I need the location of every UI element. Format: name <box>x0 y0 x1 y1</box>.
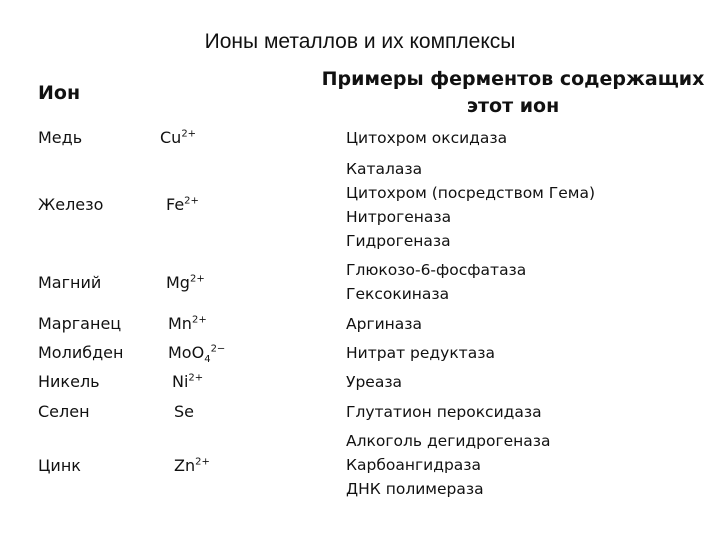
ion-name-magnesium: Магний <box>38 273 102 292</box>
enzyme-list-selenium <box>346 400 542 424</box>
enzyme-item: Уреаза <box>346 373 403 391</box>
ion-name-copper: Медь <box>38 128 83 147</box>
enzyme-item: Алкоголь дегидрогеназа <box>346 432 551 450</box>
enzyme-item: Гидрогеназа <box>346 232 451 250</box>
enzyme-item: Гексокиназа <box>346 285 450 303</box>
ion-name-selenium: Селен <box>38 402 90 421</box>
ion-name-manganese: Марганец <box>38 314 122 333</box>
ion-symbol-manganese: $Mn^{2+}$ <box>168 314 207 333</box>
enzyme-item: Каталаза <box>346 160 423 178</box>
enzyme-item: Нитрогеназа <box>346 208 452 226</box>
enzyme-item: Нитрат редуктаза <box>346 344 495 362</box>
enzyme-item: Цитохром оксидаза <box>346 129 508 147</box>
ion-symbol-nickel: $Ni^{2+}$ <box>172 372 204 391</box>
enzyme-list-nickel <box>346 370 402 394</box>
ion-symbol-selenium: Se <box>174 402 194 421</box>
column-header-ion: Ион <box>38 82 81 104</box>
ion-name-zinc: Цинк <box>38 456 81 475</box>
ion-symbol-iron: $Fe^{2+}$ <box>166 195 199 214</box>
ion-name-iron: Железо <box>38 195 104 214</box>
column-header-enzymes: Примеры ферментов содержащих этот ион <box>321 68 705 117</box>
enzyme-list-magnesium <box>346 258 526 306</box>
page-title: Ионы металлов и их комплексы <box>204 30 516 53</box>
enzyme-list-zinc <box>346 429 551 501</box>
ion-name-molybdenum: Молибден <box>38 343 124 362</box>
ion-name-nickel: Никель <box>38 372 100 391</box>
enzyme-list-iron <box>346 157 595 253</box>
enzyme-list-manganese <box>346 312 422 336</box>
enzyme-item: Глюкозо-6-фосфатаза <box>346 261 527 279</box>
enzyme-item: Глутатион пероксидаза <box>346 403 542 421</box>
ion-symbol-zinc: $Zn^{2+}$ <box>174 456 210 475</box>
enzyme-item: Аргиназа <box>346 315 423 333</box>
enzyme-item: Карбоангидраза <box>346 456 482 474</box>
ion-symbol-molybdenum: MoO$_4^{2-}$ <box>168 343 226 366</box>
ion-symbol-copper: $Cu^{2+}$ <box>160 128 197 147</box>
enzyme-item: ДНК полимераза <box>346 480 484 498</box>
enzyme-item: Цитохром (посредством Гема) <box>346 184 596 202</box>
enzyme-list-copper <box>346 126 507 150</box>
enzyme-list-molybdenum <box>346 341 495 365</box>
ion-symbol-magnesium: $Mg^{2+}$ <box>166 273 205 292</box>
